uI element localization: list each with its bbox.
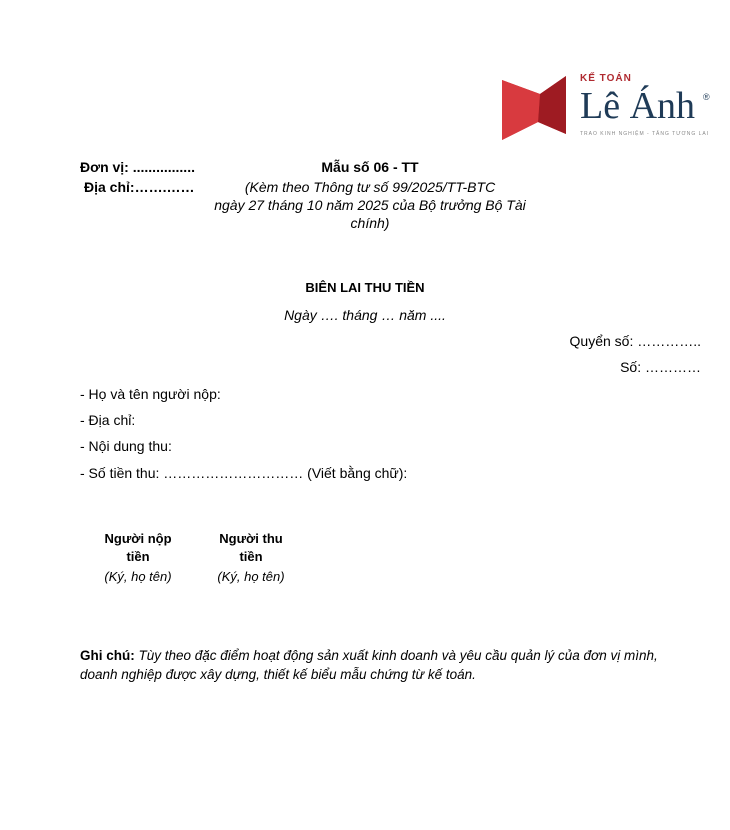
book-number: Quyển số: …………..: [569, 333, 701, 349]
note-paragraph: [80, 646, 690, 684]
amount-field: - Số tiền thu: ………………………… (Viết bằng chữ):: [80, 465, 408, 481]
don-vi-field: Đơn vị: ................: [80, 159, 195, 175]
logo-tagline: TRAO KINH NGHIỆM - TĂNG TƯƠNG LAI: [580, 131, 710, 137]
signature-title: Người thu: [219, 531, 283, 546]
registered-mark: ®: [703, 92, 710, 102]
circular-reference-line3: chính): [350, 215, 390, 231]
document-title: BIÊN LAI THU TIỀN: [305, 280, 425, 295]
signature-title: Người nộp: [104, 531, 172, 546]
document-date: Ngày …. tháng … năm ....: [284, 307, 446, 323]
payer-signature-block: [83, 530, 193, 586]
signature-instruction: (Ký, họ tên): [104, 569, 172, 584]
circular-reference-line2: ngày 27 tháng 10 năm 2025 của Bộ trưởng Bộ Tài: [214, 197, 526, 213]
signature-title-cont: tiền: [239, 549, 263, 564]
signature-title-cont: tiền: [126, 549, 150, 564]
collector-signature-block: [196, 530, 306, 586]
note-text: Tùy theo đặc điểm hoạt động sản xuất kinh doanh và yêu cầu quản lý của đơn vị mình, doanh nghiệp được xây dựng, thiết kế biểu mẫu chứng từ kế toán.: [80, 648, 658, 682]
signature-instruction: (Ký, họ tên): [217, 569, 285, 584]
logo-brand-name: Lê Ánh: [580, 85, 696, 127]
note-label: Ghi chú:: [80, 648, 135, 663]
dia-chi-field: Địa chỉ:…….……: [84, 179, 195, 195]
form-number: Mẫu số 06 - TT: [321, 159, 419, 175]
receipt-number: Số: …………: [620, 359, 701, 375]
content-field: - Nội dung thu:: [80, 438, 172, 454]
circular-reference-line1: (Kèm theo Thông tư số 99/2025/TT-BTC: [244, 179, 496, 195]
logo-top-text: KẾ TOÁN: [580, 73, 632, 84]
payer-name-field: - Họ và tên người nộp:: [80, 386, 221, 402]
address-field: - Địa chỉ:: [80, 412, 136, 428]
